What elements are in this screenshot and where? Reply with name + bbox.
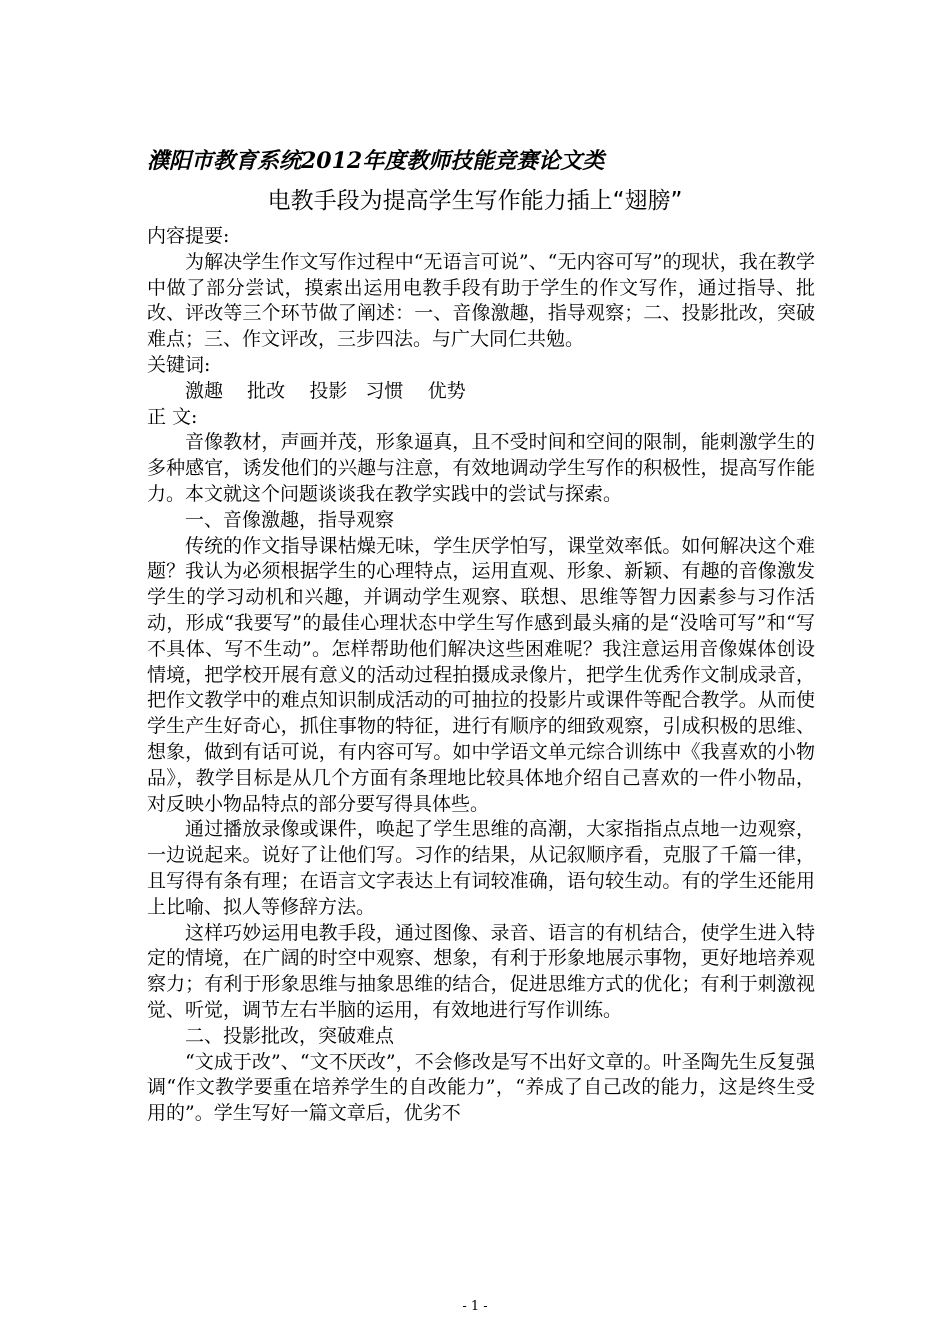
document-heading: 濮阳市教育系统2012年度教师技能竞赛论文类: [147, 148, 605, 174]
document-title: 电教手段为提高学生写作能力插上“翅膀”: [267, 188, 683, 214]
body-label: 正 文:: [147, 405, 198, 428]
section-heading: 一、音像激趣，指导观察: [185, 508, 395, 531]
keywords-label: 关键词:: [147, 353, 211, 376]
abstract-text: 为解决学生作文写作过程中“无语言可说”、“无内容可写”的现状，我在教学中做了部分尝试，摸索出运用电教手段有助于学生的作文写作，通过指导、批改、评改等三个环节做了阐述：一、音像激趣，指导观察；二、投影批改，突破难点；三、作文评改，三步四法。与广大同仁共勉。: [147, 250, 815, 351]
body-paragraph: 音像教材，声画并茂，形象逼真，且不受时间和空间的限制，能刺激学生的多种感官，诱发他们的兴趣与注意，有效地调动学生写作的积极性，提高写作能力。本文就这个问题谈谈我在教学实践中的尝试与探索。: [147, 431, 815, 505]
body-paragraph: 传统的作文指导课枯燥无味，学生厌学怕写，课堂效率低。如何解决这个难题？我认为必须根据学生的心理特点，运用直观、形象、新颖、有趣的音像激发学生的学习动机和兴趣，并调动学生观察、联想、思维等智力因素参与习作活动，形成“我要写”的最佳心理状态中学生写作感到最头痛的是“没啥可写”和“写不具体、写不生动”。怎样帮助他们解决这些困难呢？我注意运用音像媒体创设情境，把学校开展有意义的活动过程拍摄成录像片，把学生优秀作文制成录音，把作文教学中的难点知识制成活动的可抽拉的投影片或课件等配合教学。从而使学生产生好奇心，抓住事物的特征，进行有顺序的细致观察，引成积极的思维、想象，做到有话可说，有内容可写。如中学语文单元综合训练中《我喜欢的小物品》，教学目标是从几个方面有条理地比较具体地介绍自己喜欢的一件小物品，对反映小物品特点的部分要写得具体些。: [147, 534, 815, 815]
page-number: - 1 -: [462, 1299, 488, 1314]
body-paragraph: 通过播放录像或课件，唤起了学生思维的高潮，大家指指点点地一边观察，一边说起来。说好了让他们写。习作的结果，从记叙顺序看，克服了千篇一律，且写得有条有理；在语言文字表达上有词较准确，语句较生动。有的学生还能用上比喻、拟人等修辞方法。: [147, 818, 815, 918]
body-paragraph: 这样巧妙运用电教手段，通过图像、录音、语言的有机结合，使学生进入特定的情境，在广阔的时空中观察、想象，有利于形象地展示事物，更好地培养观察力；有利于形象思维与抽象思维的结合，促进思维方式的优化；有利于刺激视觉、听觉，调节左右半脑的运用，有效地进行写作训练。: [147, 921, 815, 1021]
document-body: [147, 224, 815, 1127]
body-paragraph: “文成于改”、“文不厌改”，不会修改是写不出好文章的。叶圣陶先生反复强调“作文教学要重在培养学生的自改能力”，“养成了自己改的能力，这是终生受用的”。学生写好一篇文章后，优劣不: [147, 1050, 815, 1125]
abstract-label: 内容提要:: [147, 225, 230, 247]
section-heading: 二、投影批改，突破难点: [185, 1024, 395, 1047]
keywords-text: 激趣 批改 投影 习惯 优势: [185, 379, 466, 402]
